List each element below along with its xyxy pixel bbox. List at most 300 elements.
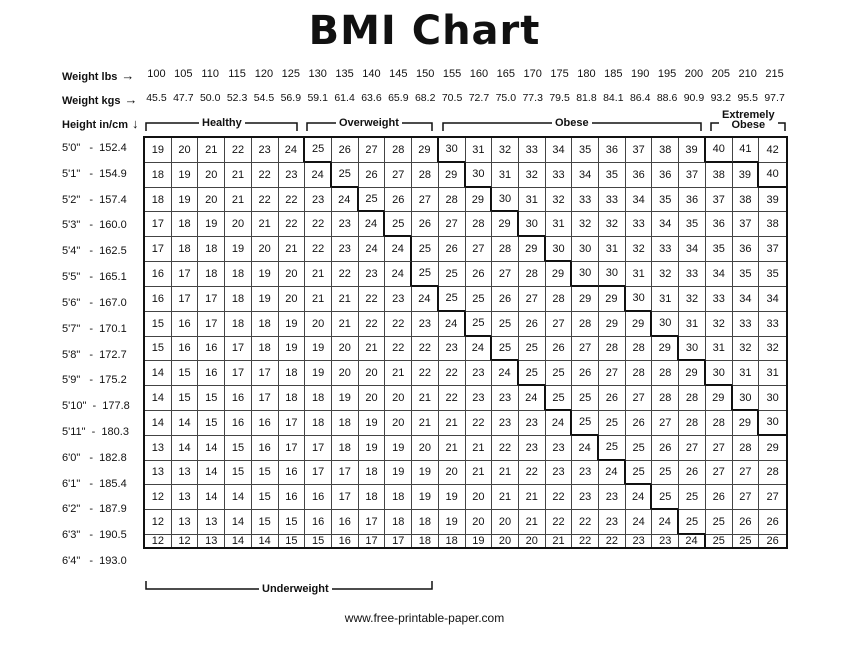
bmi-cell: 24	[385, 262, 412, 287]
bmi-cell: 29	[759, 436, 786, 461]
bmi-cell: 23	[626, 535, 653, 547]
bmi-cell: 35	[652, 188, 679, 213]
bmi-cell: 25	[385, 212, 412, 237]
bmi-cell: 32	[652, 262, 679, 287]
bmi-cell: 16	[252, 411, 279, 436]
obese-label: Obese	[552, 118, 592, 128]
bmi-cell: 17	[198, 312, 225, 337]
weight-lbs-header	[143, 68, 788, 84]
bmi-cell: 21	[492, 485, 519, 510]
bmi-cell: 39	[759, 188, 786, 213]
bmi-cell: 25	[572, 411, 599, 436]
bmi-cell: 25	[572, 386, 599, 411]
bmi-cell: 27	[466, 237, 493, 262]
bmi-cell: 26	[766, 535, 779, 547]
bmi-cell: 23	[332, 237, 359, 262]
bmi-cell: 20	[225, 212, 252, 237]
height-label-item: 5'4" - 162.5	[62, 245, 127, 258]
bmi-cell: 20	[359, 361, 386, 386]
weight-kgs-cell: 75.0	[495, 92, 517, 104]
bmi-cell: 32	[679, 287, 706, 312]
bmi-cell: 15	[198, 411, 225, 436]
bmi-cell: 33	[679, 262, 706, 287]
bmi-cell: 33	[599, 188, 626, 213]
bmi-cell: 18	[279, 361, 306, 386]
bmi-cell: 17	[225, 337, 252, 362]
bmi-cell: 30	[599, 262, 626, 287]
bmi-cell: 23	[332, 212, 359, 237]
bmi-cell: 27	[439, 212, 466, 237]
bmi-cell: 14	[225, 510, 252, 535]
bmi-cell: 34	[679, 237, 706, 262]
bmi-cell: 23	[546, 461, 573, 486]
weight-lbs-cell: 105	[174, 68, 193, 80]
bmi-cell: 29	[572, 287, 599, 312]
bmi-cell: 21	[439, 411, 466, 436]
bmi-cell: 22	[439, 386, 466, 411]
bmi-cell: 39	[733, 163, 760, 188]
extremely-obese-line-2: Obese	[731, 119, 766, 131]
bmi-cell: 29	[492, 212, 519, 237]
bmi-cell: 18	[225, 287, 252, 312]
height-label-item: 6'2" - 187.9	[62, 503, 127, 516]
bmi-cell: 26	[706, 485, 733, 510]
bmi-cell: 23	[466, 386, 493, 411]
bmi-cell: 32	[706, 312, 733, 337]
weight-lbs-cell: 120	[254, 68, 274, 80]
weight-lbs-cell: 190	[631, 68, 650, 80]
bmi-cell: 33	[519, 138, 546, 163]
bmi-cell: 28	[519, 262, 546, 287]
bmi-cell: 28	[652, 386, 679, 411]
bmi-cell: 23	[599, 485, 626, 510]
bmi-cell: 26	[599, 386, 626, 411]
bmi-cell: 28	[626, 361, 653, 386]
bmi-cell: 26	[332, 138, 359, 163]
height-label-item: 5'7" - 170.1	[62, 322, 127, 335]
height-label-item: 6'1" - 185.4	[62, 477, 127, 490]
bmi-cell: 26	[626, 411, 653, 436]
healthy-label: Healthy	[199, 118, 245, 128]
bmi-cell: 14	[198, 461, 225, 486]
bmi-cell: 29	[679, 361, 706, 386]
bmi-cell: 29	[466, 188, 493, 213]
bmi-cell: 30	[439, 138, 466, 163]
bmi-cell: 33	[652, 237, 679, 262]
bmi-cell: 32	[733, 337, 760, 362]
height-text: Height in/cm	[62, 119, 129, 131]
overweight-label: Overweight	[336, 118, 402, 128]
bmi-cell: 16	[305, 485, 332, 510]
bmi-cell: 21	[305, 262, 332, 287]
bmi-cell: 19	[172, 188, 199, 213]
bmi-cell: 28	[706, 411, 733, 436]
weight-lbs-cell: 165	[496, 68, 515, 80]
bmi-cell: 22	[385, 337, 412, 362]
bmi-cell: 25	[439, 262, 466, 287]
weight-lbs-cell: 115	[228, 68, 246, 80]
bmi-cell: 24	[599, 461, 626, 486]
bmi-cell: 17	[145, 237, 172, 262]
bmi-cell: 26	[359, 163, 386, 188]
bmi-cell: 36	[679, 188, 706, 213]
bmi-cell: 17	[359, 535, 386, 547]
bmi-cell: 18	[198, 262, 225, 287]
bmi-cell: 32	[599, 212, 626, 237]
bmi-cell: 34	[572, 163, 599, 188]
height-label-item: 6'0" - 182.8	[62, 451, 127, 464]
bmi-cell: 28	[652, 361, 679, 386]
weight-kgs-label	[62, 92, 137, 107]
bmi-cell: 25	[599, 411, 626, 436]
bmi-cell: 20	[519, 535, 546, 547]
weight-kgs-cell: 97.7	[764, 92, 785, 104]
bmi-cell: 24	[359, 212, 386, 237]
bmi-cell: 15	[305, 535, 332, 547]
bmi-cell: 24	[519, 386, 546, 411]
bmi-cell: 27	[546, 312, 573, 337]
bmi-cell: 21	[412, 386, 439, 411]
weight-kgs-cell: 68.2	[414, 92, 436, 104]
bmi-cell: 13	[198, 535, 225, 547]
bmi-cell: 22	[492, 436, 519, 461]
bmi-cell: 21	[198, 138, 225, 163]
bmi-cell: 27	[572, 337, 599, 362]
bmi-cell: 17	[279, 411, 306, 436]
bmi-cell: 31	[599, 237, 626, 262]
bmi-cell: 19	[359, 436, 386, 461]
bmi-cell: 18	[279, 386, 306, 411]
bmi-cell: 22	[546, 485, 573, 510]
weight-lbs-cell: 155	[442, 68, 462, 80]
bmi-cell: 24	[626, 485, 653, 510]
bmi-cell: 27	[706, 461, 733, 486]
bmi-cell: 19	[198, 212, 225, 237]
bmi-cell: 25	[305, 138, 332, 163]
bmi-cell: 20	[385, 386, 412, 411]
weight-lbs-cell: 185	[604, 68, 623, 80]
bmi-cell: 23	[572, 485, 599, 510]
bmi-cell: 15	[279, 510, 306, 535]
bmi-cell: 18	[332, 436, 359, 461]
bmi-cell: 26	[492, 287, 519, 312]
bmi-cell: 29	[439, 163, 466, 188]
weight-lbs-cell: 205	[711, 68, 730, 80]
weight-kgs-cell: 45.5	[146, 92, 167, 104]
height-label-item: 5'0" - 152.4	[62, 142, 127, 154]
bmi-cell: 31	[626, 262, 653, 287]
bmi-cell: 18	[359, 461, 386, 486]
bmi-cell: 30	[572, 237, 599, 262]
bmi-cell: 35	[679, 212, 706, 237]
weight-lbs-text: Weight lbs	[62, 71, 118, 83]
bmi-cell: 16	[225, 411, 252, 436]
weight-kgs-cell: 79.5	[549, 92, 570, 104]
bmi-cell: 28	[679, 386, 706, 411]
bmi-cell: 18	[225, 312, 252, 337]
bmi-cell: 21	[252, 212, 279, 237]
bmi-cell: 18	[332, 411, 359, 436]
bmi-cell: 12	[145, 535, 172, 547]
bmi-cell: 19	[359, 411, 386, 436]
bmi-cell: 37	[733, 212, 760, 237]
bmi-cell: 25	[546, 386, 573, 411]
weight-lbs-cell: 150	[416, 68, 435, 80]
bmi-cell: 14	[225, 535, 252, 547]
bmi-cell: 35	[572, 138, 599, 163]
bmi-cell: 17	[252, 386, 279, 411]
weight-kgs-cell: 56.9	[280, 92, 302, 104]
bmi-cell: 20	[198, 188, 225, 213]
weight-lbs-cell: 135	[335, 68, 354, 80]
arrow-down-icon: ↓	[132, 116, 139, 131]
bmi-cell: 15	[279, 535, 306, 547]
bmi-cell: 34	[759, 287, 786, 312]
bmi-cell: 20	[492, 535, 519, 547]
bmi-cell: 29	[652, 337, 679, 362]
bmi-cell: 39	[679, 138, 706, 163]
bmi-cell: 19	[466, 535, 493, 547]
bmi-cell: 40	[706, 138, 733, 163]
bmi-cell: 32	[572, 212, 599, 237]
weight-kgs-cell: 59.1	[307, 92, 328, 104]
bmi-cell: 18	[252, 312, 279, 337]
bmi-cell: 25	[546, 361, 573, 386]
height-label-item: 5'11" - 180.3	[62, 425, 129, 438]
bmi-cell: 30	[492, 188, 519, 213]
bmi-cell: 25	[439, 287, 466, 312]
weight-lbs-cell: 170	[523, 68, 542, 80]
bmi-cell: 26	[652, 436, 679, 461]
bmi-cell: 25	[626, 461, 653, 486]
bmi-cell: 16	[172, 337, 199, 362]
bmi-cell: 14	[252, 535, 279, 547]
bmi-cell: 16	[172, 312, 199, 337]
bmi-cell: 18	[145, 188, 172, 213]
weight-lbs-cell: 175	[550, 68, 569, 80]
bmi-cell: 21	[385, 361, 412, 386]
bmi-cell: 27	[359, 138, 386, 163]
bmi-cell: 28	[412, 163, 439, 188]
bmi-cell: 14	[145, 386, 172, 411]
bmi-cell: 22	[305, 212, 332, 237]
bmi-cell: 21	[492, 461, 519, 486]
bmi-cell: 17	[279, 436, 306, 461]
bmi-cell: 20	[198, 163, 225, 188]
bmi-cell: 36	[652, 163, 679, 188]
bmi-cell: 29	[599, 312, 626, 337]
bmi-cell: 24	[572, 436, 599, 461]
bmi-cell: 26	[759, 510, 786, 535]
height-label-item: 5'6" - 167.0	[62, 296, 127, 309]
height-label-item: 5'1" - 154.9	[62, 167, 127, 180]
weight-kgs-cell: 54.5	[253, 92, 275, 104]
bmi-cell: 35	[733, 262, 760, 287]
bmi-cell: 24	[466, 337, 493, 362]
bmi-cell: 23	[599, 510, 626, 535]
bmi-cell: 27	[733, 485, 760, 510]
bmi-cell: 25	[706, 510, 733, 535]
bmi-cell: 27	[385, 163, 412, 188]
bmi-cell: 17	[385, 535, 412, 547]
bmi-cell: 22	[359, 287, 386, 312]
bmi-cell: 21	[412, 411, 439, 436]
bmi-cell: 29	[519, 237, 546, 262]
bmi-cell: 22	[279, 212, 306, 237]
bmi-cell: 16	[252, 436, 279, 461]
bmi-cell: 38	[759, 212, 786, 237]
bmi-cell: 37	[679, 163, 706, 188]
bmi-cell: 31	[546, 212, 573, 237]
bmi-cell: 29	[546, 262, 573, 287]
bmi-cell: 19	[279, 312, 306, 337]
bmi-cell: 31	[466, 138, 493, 163]
bmi-cell: 16	[198, 337, 225, 362]
bmi-cell: 28	[385, 138, 412, 163]
bmi-cell: 17	[332, 461, 359, 486]
bmi-cell: 23	[519, 411, 546, 436]
height-label-item: 5'8" - 172.7	[62, 348, 127, 361]
bmi-cell: 33	[733, 312, 760, 337]
bmi-cell: 21	[466, 461, 493, 486]
weight-kgs-cell: 63.6	[361, 92, 382, 104]
bmi-cell: 32	[626, 237, 653, 262]
bmi-cell: 37	[626, 138, 653, 163]
bmi-cell: 31	[679, 312, 706, 337]
bmi-cell: 20	[279, 262, 306, 287]
bmi-cell: 18	[172, 212, 199, 237]
bmi-cell: 22	[599, 535, 626, 547]
bmi-cell: 23	[279, 163, 306, 188]
weight-kgs-cell: 81.8	[576, 92, 597, 104]
bmi-cell: 22	[252, 163, 279, 188]
weight-kgs-cell: 61.4	[334, 92, 355, 104]
bmi-cell: 27	[626, 386, 653, 411]
bmi-cell: 17	[145, 212, 172, 237]
weight-lbs-cell: 210	[738, 68, 757, 80]
bmi-cell: 42	[759, 138, 786, 163]
bmi-cell: 18	[305, 411, 332, 436]
weight-lbs-cell: 215	[765, 68, 784, 80]
bmi-cell: 30	[652, 312, 679, 337]
bmi-cell: 25	[679, 510, 706, 535]
bmi-cell: 25	[599, 436, 626, 461]
bmi-cell: 18	[225, 262, 252, 287]
bmi-cell: 21	[332, 287, 359, 312]
weight-kgs-cell: 90.9	[683, 92, 705, 104]
bmi-cell: 19	[305, 337, 332, 362]
bmi-cell: 22	[412, 361, 439, 386]
bmi-cell: 27	[412, 188, 439, 213]
bmi-cell: 14	[145, 411, 172, 436]
bmi-cell: 33	[572, 188, 599, 213]
weight-kgs-cell: 70.5	[441, 92, 463, 104]
bmi-cell: 26	[519, 312, 546, 337]
bmi-cell: 20	[252, 237, 279, 262]
bmi-cell: 36	[706, 212, 733, 237]
bmi-cell: 22	[412, 337, 439, 362]
bmi-cell: 20	[359, 386, 386, 411]
bmi-cell: 31	[519, 188, 546, 213]
weight-kgs-cell: 47.7	[173, 92, 194, 104]
bmi-cell: 21	[225, 163, 252, 188]
bmi-cell: 19	[385, 436, 412, 461]
bmi-cell: 20	[439, 461, 466, 486]
height-label-item: 5'3" - 160.0	[62, 219, 127, 232]
bmi-cell: 19	[332, 386, 359, 411]
bmi-cell: 19	[172, 163, 199, 188]
bmi-cell: 24	[332, 188, 359, 213]
bmi-cell: 13	[172, 510, 199, 535]
bmi-cell: 15	[172, 386, 199, 411]
bmi-cell: 17	[332, 485, 359, 510]
bmi-cell: 40	[759, 163, 786, 188]
bmi-cell: 30	[626, 287, 653, 312]
bmi-cell: 24	[279, 138, 306, 163]
bmi-cell: 23	[492, 411, 519, 436]
bmi-cell: 29	[706, 386, 733, 411]
bmi-cell: 36	[733, 237, 760, 262]
weight-kgs-cell: 93.2	[710, 92, 732, 104]
bmi-cell: 22	[359, 312, 386, 337]
bmi-cell: 24	[626, 510, 653, 535]
bmi-cell: 27	[519, 287, 546, 312]
bmi-cell: 25	[492, 337, 519, 362]
bmi-cell: 14	[225, 485, 252, 510]
bmi-cell: 32	[492, 138, 519, 163]
bmi-cell: 28	[439, 188, 466, 213]
bmi-cell: 22	[225, 138, 252, 163]
arrow-right-icon: →	[124, 92, 138, 107]
bmi-cell: 26	[679, 461, 706, 486]
bmi-cell: 20	[305, 312, 332, 337]
bmi-cell: 26	[466, 262, 493, 287]
bmi-cell: 33	[546, 163, 573, 188]
bmi-cell: 19	[439, 510, 466, 535]
weight-lbs-cell: 100	[147, 68, 166, 80]
weight-kgs-text: Weight kgs	[62, 95, 121, 107]
bmi-cell: 15	[198, 386, 225, 411]
bmi-grid	[143, 136, 788, 549]
bmi-cell: 16	[198, 361, 225, 386]
bmi-cell: 15	[252, 510, 279, 535]
bmi-cell: 14	[172, 411, 199, 436]
bmi-cell: 18	[145, 163, 172, 188]
bmi-cell: 22	[332, 262, 359, 287]
bmi-cell: 12	[172, 535, 199, 547]
bmi-cell: 21	[305, 287, 332, 312]
bmi-cell: 27	[759, 485, 786, 510]
bmi-cell: 15	[172, 361, 199, 386]
bmi-cell: 23	[466, 361, 493, 386]
weight-kgs-cell: 86.4	[629, 92, 651, 104]
bmi-cell: 16	[332, 510, 359, 535]
bmi-cell: 23	[572, 461, 599, 486]
bmi-cell: 19	[252, 287, 279, 312]
bmi-cell: 33	[706, 287, 733, 312]
bmi-cell: 28	[626, 337, 653, 362]
bmi-cell: 20	[332, 361, 359, 386]
bmi-cell: 24	[492, 361, 519, 386]
bmi-cell: 27	[706, 436, 733, 461]
bmi-cell: 24	[546, 411, 573, 436]
bmi-cell: 33	[759, 312, 786, 337]
bmi-cell: 23	[385, 287, 412, 312]
weight-lbs-cell: 180	[577, 68, 596, 80]
bmi-cell: 24	[439, 312, 466, 337]
bmi-cell: 36	[599, 138, 626, 163]
bmi-cell: 15	[252, 485, 279, 510]
